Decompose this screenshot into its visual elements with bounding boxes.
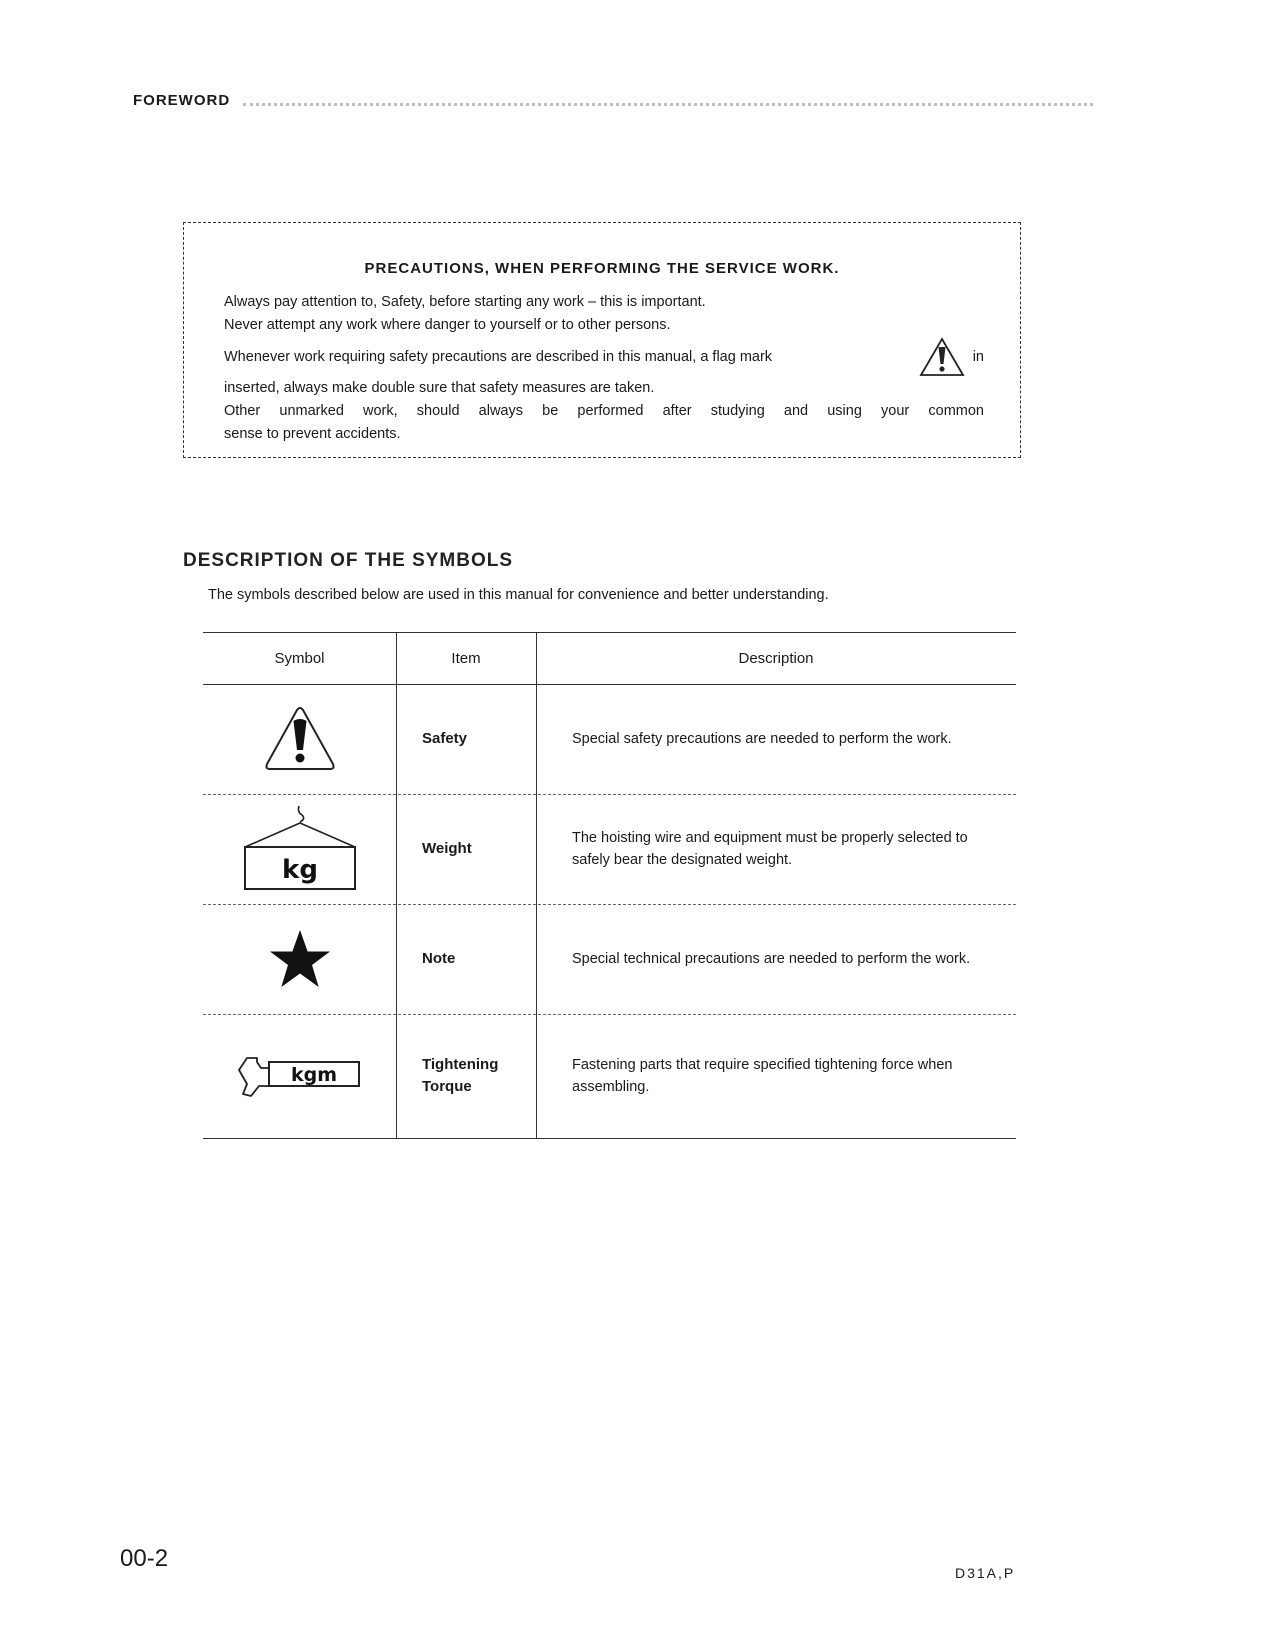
warning-triangle-icon: [264, 706, 336, 772]
item-label-line: Torque: [422, 1078, 472, 1095]
table-row-description: Fastening parts that require specified tightening force when assembling.: [572, 1057, 953, 1095]
table-row-item: [396, 1014, 536, 1138]
document-code: D31A,P: [955, 1565, 1016, 1581]
table-row-description: Special safety precautions are needed to perform the work.: [572, 731, 952, 747]
table-header-symbol: Symbol: [274, 649, 325, 667]
precautions-title: PRECAUTIONS, WHEN PERFORMING THE SERVICE WORK.: [364, 260, 840, 277]
wrench-torque-icon: [235, 1052, 365, 1100]
symbols-section-intro: The symbols described below are used in this manual for convenience and better understanding.: [208, 587, 829, 603]
table-row-symbol: [203, 1014, 396, 1138]
precaution-line: inserted, always make double sure that safety measures are taken.: [224, 380, 655, 396]
precaution-line: Never attempt any work where danger to yourself or to other persons.: [224, 317, 671, 333]
table-row-description: The hoisting wire and equipment must be properly selected to safely bear the designated weight.: [572, 830, 968, 868]
flag-mark-group: [911, 337, 984, 377]
page-number: 00-2: [120, 1545, 169, 1572]
star-icon: [268, 928, 332, 990]
precaution-line: Always pay attention to, Safety, before starting any work – this is important.: [224, 294, 706, 310]
precaution-line-text: Whenever work requiring safety precautions are described in this manual, a flag mark: [224, 348, 773, 365]
item-label: [422, 1054, 498, 1098]
precautions-text: [224, 291, 984, 446]
table-row-symbol: [203, 684, 396, 794]
precautions-box: [183, 222, 1021, 458]
item-label: Weight: [422, 840, 472, 857]
item-label: Safety: [422, 730, 468, 747]
hoist-weight-icon: [235, 803, 365, 895]
precaution-line-text: in: [972, 348, 984, 365]
table-row-item: [396, 684, 536, 794]
symbols-section-title: DESCRIPTION OF THE SYMBOLS: [183, 550, 514, 571]
table-row-description: Special technical precautions are needed to perform the work.: [572, 951, 971, 967]
warning-triangle-icon: [919, 337, 965, 377]
precaution-line: sense to prevent accidents.: [224, 426, 401, 442]
table-row-item: [396, 794, 536, 904]
table-row-symbol: [203, 794, 396, 904]
precaution-line: Other unmarked work, should always be performed after studying and using your common: [224, 403, 984, 419]
table-row-symbol: [203, 904, 396, 1014]
table-row-item: [396, 904, 536, 1014]
item-label: Note: [422, 950, 456, 967]
header-title: FOREWORD: [133, 92, 231, 109]
table-header-description: Description: [738, 649, 814, 667]
wrench-torque-label: kgm: [290, 1064, 337, 1086]
table-header-item: Item: [451, 649, 481, 667]
header-dotted-rule: [243, 103, 1093, 106]
item-label-line: Tightening: [422, 1056, 499, 1073]
page-header: [133, 92, 1093, 116]
precaution-line-flag: [224, 337, 984, 377]
hoist-weight-label: kg: [281, 855, 318, 885]
symbols-table: [203, 632, 1016, 1139]
table-rule-bottom: [203, 1138, 1016, 1139]
